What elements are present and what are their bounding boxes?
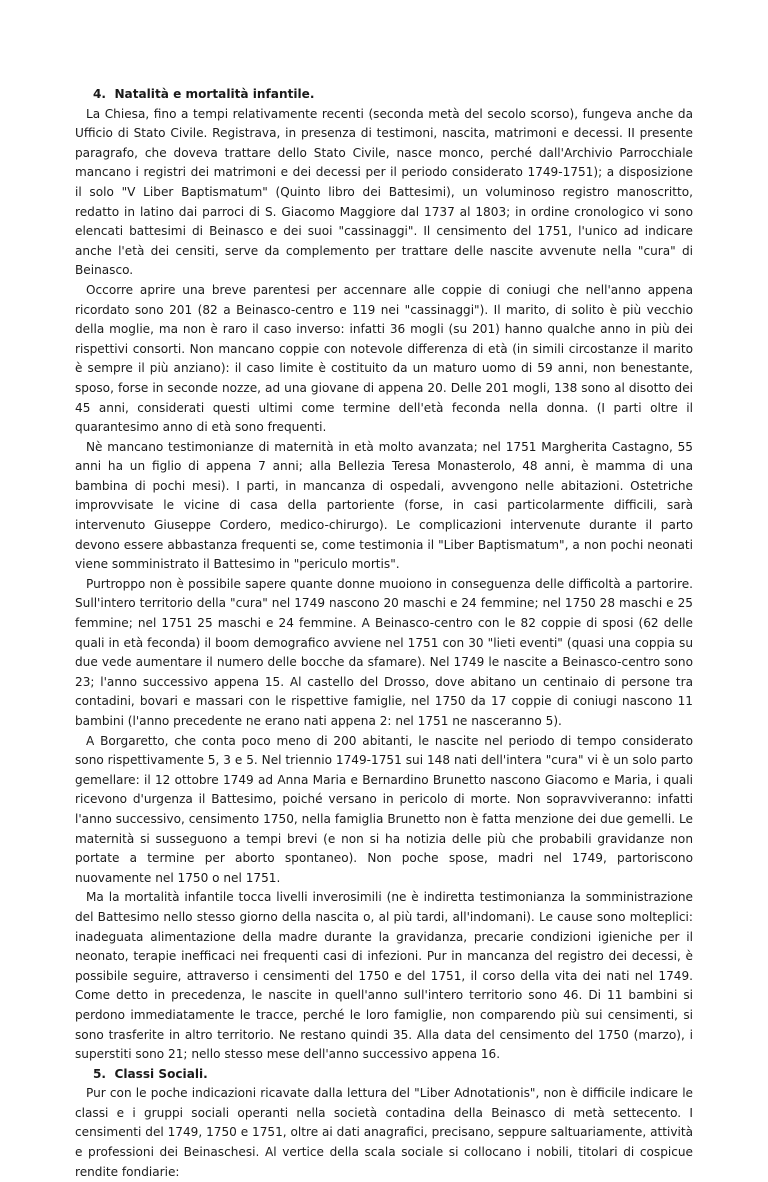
- section-title: Classi Sociali.: [114, 1066, 208, 1081]
- section-title: Natalità e mortalità infantile.: [114, 87, 315, 101]
- paragraph: A Borgaretto, che conta poco meno di 200 abitanti, le nascite nel periodo di tempo considerato sono rispettivamente 5, 3 e 5. Nel triennio 1749-1751 sui 148 nati dell'intera "cura" vi è un solo parto gemellare: il 12 ottobre 1749 ad Anna Maria e Bernardino Brunetto nascono Giacomo e Maria, i quali ricevono d'urgenza il Battesimo, poiché versano in pericolo di morte. Non sopravviveranno: infatti l'anno successivo, censimento 1750, nella famiglia Brunetto non è fatta menzione dei due gemelli. Le maternità si susseguono a tempi brevi (e non si ha notizia delle più che probabili gravidanze non portate a termine per aborto spontaneo). Non poche spose, madri nel 1749, partoriscono nuovamente nel 1750 o nel 1751.: [75, 733, 693, 885]
- section-heading-5: [75, 1065, 693, 1085]
- section-number: 4.: [93, 87, 107, 101]
- paragraph: Ma la mortalità infantile tocca livelli inverosimili (ne è indiretta testimonianza la somministrazione del Battesimo nello stesso giorno della nascita o, al più tardi, all'indomani). Le cause sono molteplici: inadeguata alimentazione della madre durante la gravidanza, precarie condizioni igieniche per il neonato, terapie inefficaci nei frequenti casi di infezioni. Pur in mancanza del registro dei decessi, è possibile seguire, attraverso i censimenti del 1750 e del 1751, il corso della vita dei nati nel 1749. Come detto in precedenza, le nascite in quell'anno sull'intero territorio sono 46. Di 11 bambini si perdono immediatamente le tracce, perché le loro famiglie, non comparendo più sui censimenti, si sono trasferite in altro territorio. Ne restano quindi 35. Alla data del censimento del 1750 (marzo), i superstiti sono 21; nello stesso mese dell'anno successivo appena 16.: [75, 890, 693, 1062]
- paragraph: La Chiesa, fino a tempi relativamente recenti (seconda metà del secolo scorso), fungeva anche da Ufficio di Stato Civile. Registrava, in presenza di testimoni, nascita, matrimoni e decessi. II presente paragrafo, che doveva trattare dello Stato Civile, nasce monco, perché dall'Archivio Parrocchiale mancano i registri dei matrimoni e dei decessi per il periodo considerato 1749-1751); a disposizione il solo "V Liber Baptismatum" (Quinto libro dei Battesimi), un voluminoso registro manoscritto, redatto in latino dai parroci di S. Giacomo Maggiore dal 1737 al 1803; in ordine cronologico vi sono elencati battesimi di Beinasco e dei suoi "cassinaggi". Il censimento del 1751, l'unico ad indicare anche l'età dei censiti, serve da complemento per trattare delle nascite avvenute nella "cura" di Beinasco.: [75, 106, 693, 278]
- section-heading-4: [75, 85, 693, 105]
- paragraph: Nè mancano testimonianze di maternità in età molto avanzata; nel 1751 Margherita Castagno, 55 anni ha un figlio di appena 7 anni; alla Bellezia Teresa Monasterolo, 48 anni, è mamma di una bambina di pochi mesi). I parti, in mancanza di ospedali, avvengono nelle abitazioni. Ostetriche improvvisate le vicine di casa della partoriente (forse, in casi particolarmente difficili, sarà intervenuto Giuseppe Cordero, medico-chirurgo). Le complicazioni intervenute durante il parto devono essere abbastanza frequenti se, come testimonia il "Liber Baptismatum", a non pochi neonati viene somministrato il Battesimo in "periculo mortis".: [75, 439, 693, 572]
- section-number: 5.: [93, 1066, 107, 1081]
- paragraph: Occorre aprire una breve parentesi per accennare alle coppie di coniugi che nell'anno appena ricordato sono 201 (82 a Beinasco-centro e 119 nei "cassinaggi"). Il marito, di solito è più vecchio della moglie, ma non è raro il caso inverso: infatti 36 mogli (su 201) hanno qualche anno in più dei rispettivi consorti. Non mancano coppie con notevole differenza di età (in simili circostanze il marito è sempre il più anziano): il caso limite è costituito da un maturo uomo di 59 anni, non benestante, sposo, forse in seconde nozze, ad una giovane di appena 20. Delle 201 mogli, 138 sono al disotto dei 45 anni, considerati questi ultimi come termine dell'età feconda nella donna. (I parti oltre il quarantesimo anno di età sono frequenti.: [75, 282, 693, 435]
- paragraph: Purtroppo non è possibile sapere quante donne muoiono in conseguenza delle difficoltà a partorire. Sull'intero territorio della "cura" nel 1749 nascono 20 maschi e 24 femmine; nel 1750 28 maschi e 25 femmine; nel 1751 25 maschi e 24 femmine. A Beinasco-centro con le 82 coppie di sposi (62 delle quali in età feconda) il boom demografico avviene nel 1751 con 30 "lieti eventi" (quasi una coppia su due vede aumentare il numero delle bocche da sfamare). Nel 1749 le nascite a Beinasco-centro sono 23; l'anno successivo appena 15. Al castello del Drosso, dove abitano un centinaio di persone tra contadini, bovari e massari con le rispettive famiglie, nel 1750 da 17 coppie di coniugi nascono 11 bambini (l'anno precedente ne erano nati appena 2: nel 1751 ne nasceranno 5).: [75, 576, 693, 728]
- paragraph: Pur con le poche indicazioni ricavate dalla lettura del "Liber Adnotationis", non è difficile indicare le classi e i gruppi sociali operanti nella società contadina della Beinasco di metà settecento. I censimenti del 1749, 1750 e 1751, oltre ai dati anagrafici, precisano, seppure saltuariamente, attività e professioni dei Beinaschesi. Al vertice della scala sociale si collocano i nobili, titolari di cospicue rendite fondiarie:: [75, 1086, 693, 1179]
